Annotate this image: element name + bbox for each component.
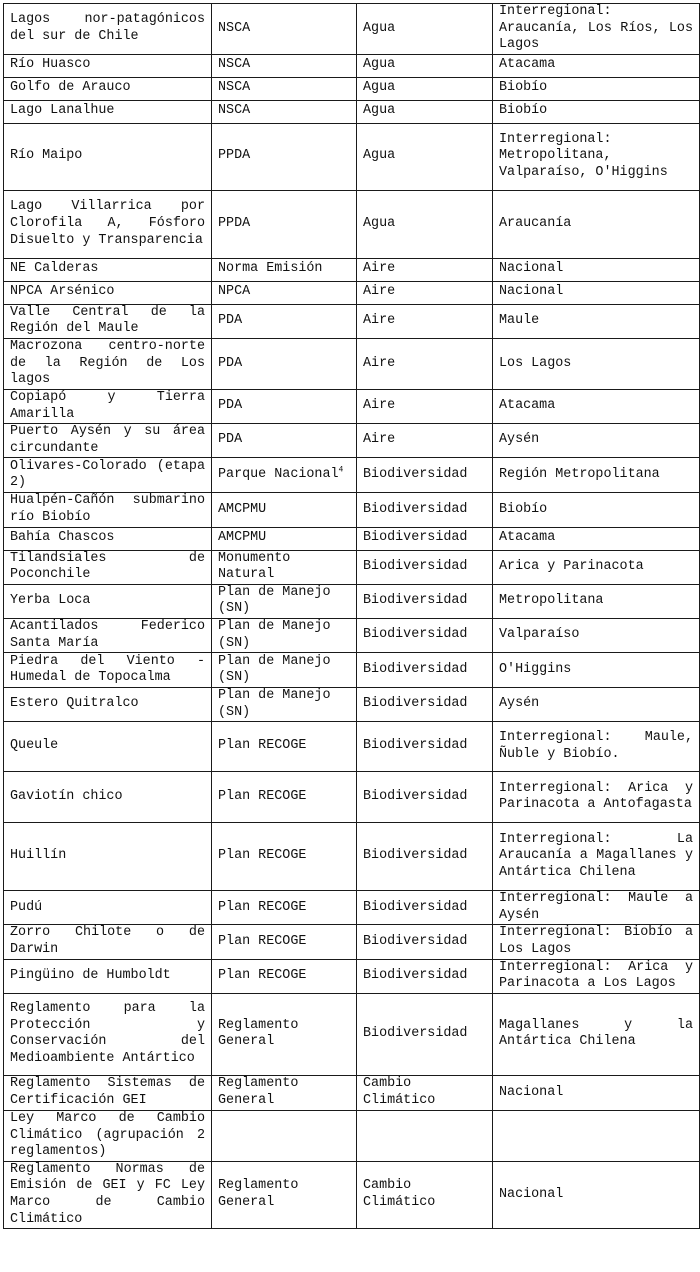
footnote-marker: 4 [338,465,344,475]
instrument-cell: PDA [212,304,357,338]
program-name-cell: Lago Villarrica por Clorofila A, Fósforo Disuelto y Transparencia [4,190,212,258]
region-cell: Interregional: Metropolitana, Valparaíso, O'Higgins [493,123,700,190]
instrument-cell: NSCA [212,100,357,123]
region-cell: Magallanes y la Antártica Chilena [493,993,700,1075]
instrument-cell: Plan RECOGE [212,925,357,959]
component-cell: Biodiversidad [357,550,493,584]
instrument-cell: NSCA [212,54,357,77]
component-cell: Biodiversidad [357,458,493,493]
region-cell [493,1110,700,1161]
region-cell: Maule [493,304,700,338]
region-cell: Interregional: La Araucanía a Magallanes y Antártica Chilena [493,823,700,891]
program-name-cell: NE Calderas [4,258,212,281]
table-row [4,823,700,891]
table-row [4,1110,700,1161]
instrument-cell: Plan RECOGE [212,722,357,772]
component-cell: Aire [357,258,493,281]
component-cell [357,1110,493,1161]
program-name-cell: Río Maipo [4,123,212,190]
component-cell: Biodiversidad [357,493,493,527]
region-cell: Interregional: Biobío a Los Lagos [493,925,700,959]
table-row [4,493,700,527]
region-cell: Aysén [493,424,700,458]
component-cell: Aire [357,304,493,338]
region-cell: Araucanía [493,190,700,258]
table-row [4,527,700,550]
component-cell: Biodiversidad [357,959,493,993]
region-cell: Valparaíso [493,618,700,652]
region-cell: Atacama [493,527,700,550]
instrument-cell: Reglamento General [212,1075,357,1110]
program-name-cell: Gaviotín chico [4,772,212,823]
region-cell: Interregional: Maule a Aysén [493,891,700,925]
region-cell: Los Lagos [493,338,700,389]
region-cell: Aysén [493,688,700,722]
component-cell: Agua [357,190,493,258]
instrument-cell: NSCA [212,4,357,55]
program-name-cell: Estero Quitralco [4,688,212,722]
table-row [4,550,700,584]
region-cell: Nacional [493,1075,700,1110]
table-row [4,1075,700,1110]
component-cell: Cambio Climático [357,1161,493,1228]
program-name-cell: Valle Central de la Región del Maule [4,304,212,338]
program-name-cell: Reglamento Sistemas de Certificación GEI [4,1075,212,1110]
table-row [4,123,700,190]
component-cell: Aire [357,424,493,458]
instrument-cell: Plan RECOGE [212,891,357,925]
instrument-cell: Monumento Natural [212,550,357,584]
program-name-cell: Pudú [4,891,212,925]
component-cell: Agua [357,123,493,190]
instrument-cell: Plan de Manejo (SN) [212,618,357,652]
region-cell: Interregional: Maule, Ñuble y Biobío. [493,722,700,772]
component-cell: Aire [357,281,493,304]
instrument-cell: Plan de Manejo (SN) [212,688,357,722]
component-cell: Biodiversidad [357,772,493,823]
instrument-cell: Plan RECOGE [212,772,357,823]
region-cell: Nacional [493,258,700,281]
table-row [4,722,700,772]
instruments-table [3,3,700,1229]
table-row [4,584,700,618]
program-name-cell: Tilandsiales de Poconchile [4,550,212,584]
program-name-cell: Reglamento para la Protección y Conservación del Medioambiente Antártico [4,993,212,1075]
instrument-cell: Plan de Manejo (SN) [212,653,357,688]
region-cell: Biobío [493,77,700,100]
component-cell: Agua [357,4,493,55]
table-row [4,281,700,304]
program-name-cell: Pingüino de Humboldt [4,959,212,993]
program-name-cell: Lagos nor-patagónicos del sur de Chile [4,4,212,55]
table-row [4,424,700,458]
program-name-cell: Acantilados Federico Santa María [4,618,212,652]
instrument-cell: PPDA [212,190,357,258]
instrument-cell: Reglamento General [212,1161,357,1228]
component-cell: Biodiversidad [357,891,493,925]
region-cell: Metropolitana [493,584,700,618]
table-row [4,4,700,55]
program-name-cell: NPCA Arsénico [4,281,212,304]
instrument-cell: PDA [212,389,357,423]
program-name-cell: Puerto Aysén y su área circundante [4,424,212,458]
table-row [4,258,700,281]
region-cell: Atacama [493,389,700,423]
region-cell: Nacional [493,281,700,304]
program-name-cell: Yerba Loca [4,584,212,618]
instrument-cell: PDA [212,338,357,389]
instrument-cell: NSCA [212,77,357,100]
instrument-cell: AMCPMU [212,493,357,527]
program-name-cell: Macrozona centro-norte de la Región de Los lagos [4,338,212,389]
instrument-cell: Plan RECOGE [212,823,357,891]
table-row [4,389,700,423]
region-cell: Biobío [493,100,700,123]
component-cell: Biodiversidad [357,584,493,618]
region-cell: Arica y Parinacota [493,550,700,584]
table-row [4,338,700,389]
component-cell: Biodiversidad [357,722,493,772]
program-name-cell: Huillín [4,823,212,891]
table-row [4,618,700,652]
table-row [4,993,700,1075]
component-cell: Agua [357,100,493,123]
program-name-cell: Queule [4,722,212,772]
program-name-cell: Río Huasco [4,54,212,77]
table-row [4,100,700,123]
table-row [4,891,700,925]
table-body [4,4,700,1229]
instrument-cell: Plan RECOGE [212,959,357,993]
component-cell: Biodiversidad [357,653,493,688]
table-row [4,77,700,100]
component-cell: Biodiversidad [357,527,493,550]
table-row [4,1161,700,1228]
instrument-cell: Parque Nacional$^4$ [212,458,357,493]
instrument-cell: PPDA [212,123,357,190]
region-cell: Biobío [493,493,700,527]
component-cell: Aire [357,338,493,389]
program-name-cell: Zorro Chilote o de Darwin [4,925,212,959]
instrument-cell [212,1110,357,1161]
program-name-cell: Hualpén-Cañón submarino río Biobío [4,493,212,527]
program-name-cell: Ley Marco de Cambio Climático (agrupación 2 reglamentos) [4,1110,212,1161]
instrument-cell: Plan de Manejo (SN) [212,584,357,618]
table-row [4,925,700,959]
component-cell: Biodiversidad [357,925,493,959]
instrument-cell: Reglamento General [212,993,357,1075]
region-cell: Interregional: Arica y Parinacota a Antofagasta [493,772,700,823]
component-cell: Agua [357,54,493,77]
instrument-cell: PDA [212,424,357,458]
program-name-cell: Golfo de Arauco [4,77,212,100]
region-cell: Interregional: Araucanía, Los Ríos, Los Lagos [493,4,700,55]
table-row [4,688,700,722]
component-cell: Agua [357,77,493,100]
instrument-cell: NPCA [212,281,357,304]
table-row [4,304,700,338]
table-row [4,190,700,258]
instrument-cell: Norma Emisión [212,258,357,281]
component-cell: Biodiversidad [357,993,493,1075]
program-name-cell: Olivares-Colorado (etapa 2) [4,458,212,493]
table-row [4,959,700,993]
region-cell: O'Higgins [493,653,700,688]
table-row [4,772,700,823]
program-name-cell: Bahía Chascos [4,527,212,550]
table-row [4,458,700,493]
program-name-cell: Lago Lanalhue [4,100,212,123]
instrument-cell: AMCPMU [212,527,357,550]
component-cell: Aire [357,389,493,423]
region-cell: Región Metropolitana [493,458,700,493]
program-name-cell: Piedra del Viento - Humedal de Topocalma [4,653,212,688]
region-cell: Interregional: Arica y Parinacota a Los Lagos [493,959,700,993]
component-cell: Biodiversidad [357,618,493,652]
component-cell: Cambio Climático [357,1075,493,1110]
component-cell: Biodiversidad [357,823,493,891]
program-name-cell: Reglamento Normas de Emisión de GEI y FC Ley Marco de Cambio Climático [4,1161,212,1228]
table-row [4,54,700,77]
region-cell: Atacama [493,54,700,77]
component-cell: Biodiversidad [357,688,493,722]
program-name-cell: Copiapó y Tierra Amarilla [4,389,212,423]
region-cell: Nacional [493,1161,700,1228]
table-row [4,653,700,688]
